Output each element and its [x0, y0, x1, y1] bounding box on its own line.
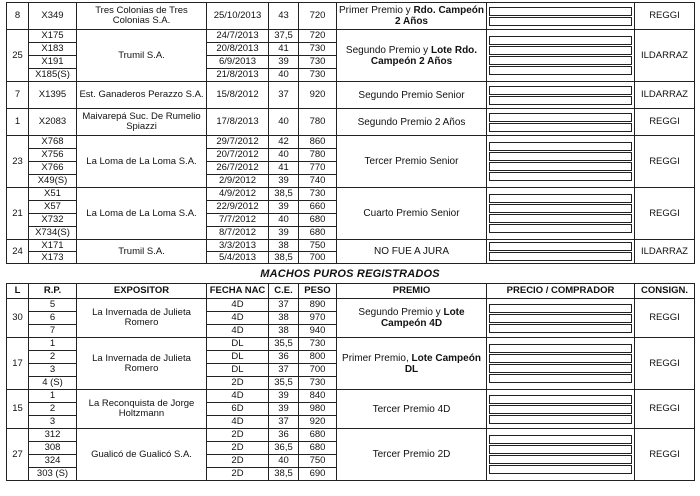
precio-input-box[interactable] [489, 224, 632, 233]
premio-text: NO FUE A JURA [373, 246, 449, 257]
expositor-cell: La Invernada de Julieta Romero [77, 338, 207, 390]
header-expositor: EXPOSITOR [77, 284, 207, 299]
peso-cell: 740 [299, 175, 337, 188]
premio-highlight: Lote Campeón 4D [380, 307, 465, 329]
rp-cell: 1 [29, 390, 77, 403]
precio-input-box[interactable] [489, 324, 632, 333]
fecha-cell: 7/7/2012 [207, 214, 269, 227]
header-l: L [7, 284, 29, 299]
precio-input-box[interactable] [489, 242, 632, 251]
fecha-cell: 4/9/2012 [207, 188, 269, 201]
peso-cell: 920 [299, 82, 337, 109]
ce-cell: 42 [269, 136, 299, 149]
peso-cell: 750 [299, 455, 337, 468]
ce-cell: 37 [269, 299, 299, 312]
fecha-cell: 5/4/2013 [207, 252, 269, 264]
ce-cell: 37 [269, 416, 299, 429]
fecha-cell: DL [207, 351, 269, 364]
precio-input-box[interactable] [489, 86, 632, 95]
rp-cell: X349 [29, 3, 77, 30]
precio-input-box[interactable] [489, 123, 632, 132]
peso-cell: 780 [299, 149, 337, 162]
premio-text: Tercer Premio 2D [372, 449, 451, 460]
ce-cell: 41 [269, 162, 299, 175]
fecha-cell: 2D [207, 442, 269, 455]
rp-cell: 6 [29, 312, 77, 325]
header-peso: PESO [299, 284, 337, 299]
fecha-cell: 25/10/2013 [207, 3, 269, 30]
ce-cell: 39 [269, 56, 299, 69]
premio-cell [337, 338, 487, 390]
peso-cell: 660 [299, 201, 337, 214]
ce-cell: 36 [269, 429, 299, 442]
premio-cell [337, 390, 487, 429]
fecha-cell: 2D [207, 468, 269, 481]
ce-cell: 37,5 [269, 30, 299, 43]
precio-input-box[interactable] [489, 445, 632, 454]
header-precio: PRECIO / COMPRADOR [487, 284, 635, 299]
rp-cell: 1 [29, 338, 77, 351]
rp-cell: X766 [29, 162, 77, 175]
rp-cell: X191 [29, 56, 77, 69]
rp-cell: 3 [29, 416, 77, 429]
ce-cell: 40 [269, 109, 299, 136]
precio-input-box[interactable] [489, 405, 632, 414]
header-row [7, 284, 695, 299]
lot-row [7, 188, 695, 201]
rp-cell: X57 [29, 201, 77, 214]
ce-cell: 35,5 [269, 338, 299, 351]
peso-cell: 720 [299, 30, 337, 43]
rp-cell: 2 [29, 351, 77, 364]
precio-comprador-cell [487, 109, 635, 136]
premio-text: Segundo Premio Senior [358, 89, 465, 101]
peso-cell: 730 [299, 56, 337, 69]
ce-cell: 38,5 [269, 252, 299, 264]
consign-cell: REGGI [635, 429, 695, 481]
lot-row [7, 30, 695, 43]
rp-cell: 4 (S) [29, 377, 77, 390]
ce-cell: 36,5 [269, 442, 299, 455]
precio-input-box[interactable] [489, 194, 632, 203]
ce-cell: 43 [269, 3, 299, 30]
consign-cell: ILDARRAZ [635, 240, 695, 264]
ce-cell: 38,5 [269, 468, 299, 481]
ce-cell: 37 [269, 364, 299, 377]
lot-number: 25 [7, 30, 29, 82]
expositor-cell: Trumil S.A. [77, 30, 207, 82]
rp-cell: X768 [29, 136, 77, 149]
rp-cell: X185(S) [29, 69, 77, 82]
rp-cell: X2083 [29, 109, 77, 136]
fecha-cell: 2/9/2012 [207, 175, 269, 188]
peso-cell: 840 [299, 390, 337, 403]
consign-cell: REGGI [635, 338, 695, 390]
lot-number: 8 [7, 3, 29, 30]
lot-row [7, 390, 695, 403]
precio-input-box[interactable] [489, 252, 632, 261]
ce-cell: 38 [269, 325, 299, 338]
rp-cell: 3 [29, 364, 77, 377]
ce-cell: 39 [269, 227, 299, 240]
precio-comprador-cell [487, 338, 635, 390]
expositor-cell: La Reconquista de Jorge Holtzmann [77, 390, 207, 429]
precio-comprador-cell [487, 299, 635, 338]
ce-cell: 40 [269, 214, 299, 227]
fecha-cell: 8/7/2012 [207, 227, 269, 240]
rp-cell: 308 [29, 442, 77, 455]
premio-highlight: Lote Rdo. Campeón 2 Años [370, 44, 478, 67]
premio-text: Segundo Premio 2 Años [357, 116, 466, 128]
premio-cell [337, 109, 487, 136]
rp-cell: X51 [29, 188, 77, 201]
fecha-cell: 4D [207, 416, 269, 429]
rp-cell: X175 [29, 30, 77, 43]
fecha-cell: 26/7/2012 [207, 162, 269, 175]
precio-comprador-cell [487, 3, 635, 30]
fecha-cell: 4D [207, 325, 269, 338]
precio-input-box[interactable] [489, 17, 632, 26]
consign-cell: REGGI [635, 188, 695, 240]
rp-cell: 2 [29, 403, 77, 416]
precio-input-box[interactable] [489, 374, 632, 383]
rp-cell: X173 [29, 252, 77, 264]
premio-text: Tercer Premio Senior [364, 156, 459, 167]
precio-input-box[interactable] [489, 66, 632, 75]
premio-cell [337, 82, 487, 109]
expositor-cell: La Invernada de Julieta Romero [77, 299, 207, 338]
premio-cell [337, 240, 487, 264]
ce-cell: 38,5 [269, 188, 299, 201]
peso-cell: 890 [299, 299, 337, 312]
peso-cell: 970 [299, 312, 337, 325]
premio-text: Segundo Premio y [345, 44, 431, 56]
premio-text: Tercer Premio 4D [372, 403, 451, 415]
consign-cell: REGGI [635, 3, 695, 30]
rp-cell: 303 (S) [29, 468, 77, 481]
peso-cell: 920 [299, 416, 337, 429]
rp-cell: 312 [29, 429, 77, 442]
peso-cell: 690 [299, 468, 337, 481]
rp-cell: X1395 [29, 82, 77, 109]
peso-cell: 680 [299, 214, 337, 227]
premio-cell [337, 188, 487, 240]
peso-cell: 730 [299, 188, 337, 201]
ce-cell: 39 [269, 390, 299, 403]
rp-cell: X732 [29, 214, 77, 227]
precio-comprador-cell [487, 240, 635, 264]
ce-cell: 40 [269, 149, 299, 162]
precio-input-box[interactable] [489, 435, 632, 444]
fecha-cell: 20/8/2013 [207, 43, 269, 56]
fecha-cell: 22/9/2012 [207, 201, 269, 214]
lot-number: 27 [7, 429, 29, 481]
premio-cell [337, 3, 487, 30]
rp-cell: 324 [29, 455, 77, 468]
ce-cell: 41 [269, 43, 299, 56]
ce-cell: 40 [269, 455, 299, 468]
precio-input-box[interactable] [489, 46, 632, 55]
fecha-cell: 6/9/2013 [207, 56, 269, 69]
fecha-cell: 2D [207, 377, 269, 390]
precio-input-box[interactable] [489, 56, 632, 65]
premio-cell [337, 136, 487, 188]
peso-cell: 680 [299, 442, 337, 455]
expositor-cell: La Loma de La Loma S.A. [77, 136, 207, 188]
precio-input-box[interactable] [489, 354, 632, 363]
premio-text: Cuarto Premio Senior [363, 208, 460, 219]
precio-input-box[interactable] [489, 465, 632, 474]
fecha-cell: 24/7/2013 [207, 30, 269, 43]
precio-input-box[interactable] [489, 113, 632, 122]
fecha-cell: 21/8/2013 [207, 69, 269, 82]
ce-cell: 36 [269, 351, 299, 364]
expositor-cell: Trumil S.A. [77, 240, 207, 264]
peso-cell: 730 [299, 377, 337, 390]
fecha-cell: 15/8/2012 [207, 82, 269, 109]
premio-cell [337, 299, 487, 338]
ce-cell: 38 [269, 240, 299, 252]
premio-cell [337, 30, 487, 82]
rp-cell: 7 [29, 325, 77, 338]
rp-cell: X183 [29, 43, 77, 56]
fecha-cell: 4D [207, 390, 269, 403]
peso-cell: 700 [299, 364, 337, 377]
precio-input-box[interactable] [489, 142, 632, 151]
lot-number: 1 [7, 109, 29, 136]
consign-cell: REGGI [635, 390, 695, 429]
peso-cell: 940 [299, 325, 337, 338]
header-ce: C.E. [269, 284, 299, 299]
expositor-cell: Tres Colonias de Tres Colonias S.A. [77, 3, 207, 30]
precio-comprador-cell [487, 429, 635, 481]
lot-number: 15 [7, 390, 29, 429]
premio-cell [337, 429, 487, 481]
lot-number: 30 [7, 299, 29, 338]
header-premio: PREMIO [337, 284, 487, 299]
fecha-cell: 4D [207, 299, 269, 312]
precio-input-box[interactable] [489, 96, 632, 105]
peso-cell: 860 [299, 136, 337, 149]
precio-input-box[interactable] [489, 415, 632, 424]
precio-input-box[interactable] [489, 314, 632, 323]
fecha-cell: 29/7/2012 [207, 136, 269, 149]
peso-cell: 730 [299, 43, 337, 56]
fecha-cell: 3/3/2013 [207, 240, 269, 252]
rp-cell: X49(S) [29, 175, 77, 188]
fecha-cell: 6D [207, 403, 269, 416]
precio-comprador-cell [487, 390, 635, 429]
peso-cell: 800 [299, 351, 337, 364]
premio-highlight: Lote Campeón DL [404, 352, 481, 375]
peso-cell: 730 [299, 338, 337, 351]
precio-input-box[interactable] [489, 455, 632, 464]
lot-row [7, 82, 695, 109]
lot-row [7, 136, 695, 149]
rp-cell: X171 [29, 240, 77, 252]
consign-cell: REGGI [635, 299, 695, 338]
fecha-cell: 2D [207, 429, 269, 442]
consign-cell: REGGI [635, 136, 695, 188]
consign-cell: ILDARRAZ [635, 30, 695, 82]
fecha-cell: 17/8/2013 [207, 109, 269, 136]
lot-number: 23 [7, 136, 29, 188]
expositor-cell: La Loma de La Loma S.A. [77, 188, 207, 240]
rp-cell: X734(S) [29, 227, 77, 240]
expositor-cell: Est. Ganaderos Perazzo S.A. [77, 82, 207, 109]
precio-input-box[interactable] [489, 7, 632, 16]
lot-row [7, 3, 695, 30]
expositor-cell: Maivarepá Suc. De Rumelio Spiazzi [77, 109, 207, 136]
ce-cell: 37 [269, 82, 299, 109]
consign-cell: REGGI [635, 109, 695, 136]
lot-row [7, 338, 695, 351]
peso-cell: 780 [299, 109, 337, 136]
lot-number: 24 [7, 240, 29, 264]
precio-comprador-cell [487, 82, 635, 109]
peso-cell: 770 [299, 162, 337, 175]
ce-cell: 39 [269, 201, 299, 214]
peso-cell: 980 [299, 403, 337, 416]
premio-text: Primer Premio, [342, 352, 412, 364]
ce-cell: 39 [269, 175, 299, 188]
fecha-cell: 20/7/2012 [207, 149, 269, 162]
peso-cell: 680 [299, 227, 337, 240]
lot-row [7, 109, 695, 136]
bottom-lots-table [6, 283, 695, 481]
consign-cell: ILDARRAZ [635, 82, 695, 109]
precio-input-box[interactable] [489, 395, 632, 404]
precio-input-box[interactable] [489, 172, 632, 181]
header-consign: CONSIGN. [635, 284, 695, 299]
peso-cell: 720 [299, 3, 337, 30]
precio-input-box[interactable] [489, 344, 632, 353]
lot-number: 7 [7, 82, 29, 109]
precio-input-box[interactable] [489, 152, 632, 161]
lot-number: 17 [7, 338, 29, 390]
peso-cell: 730 [299, 69, 337, 82]
precio-input-box[interactable] [489, 364, 632, 373]
precio-input-box[interactable] [489, 304, 632, 313]
top-lots-table [6, 2, 695, 264]
precio-input-box[interactable] [489, 36, 632, 45]
ce-cell: 35,5 [269, 377, 299, 390]
precio-input-box[interactable] [489, 214, 632, 223]
ce-cell: 40 [269, 69, 299, 82]
premio-text: Segundo Premio y [358, 307, 444, 318]
peso-cell: 750 [299, 240, 337, 252]
expositor-cell: Gualicó de Gualicó S.A. [77, 429, 207, 481]
precio-comprador-cell [487, 188, 635, 240]
lot-row [7, 299, 695, 312]
precio-comprador-cell [487, 30, 635, 82]
lot-row [7, 240, 695, 252]
lot-row [7, 429, 695, 442]
section-title: MACHOS PUROS REGISTRADOS [260, 268, 440, 280]
header-fecha: FECHA NAC [207, 284, 269, 299]
precio-input-box[interactable] [489, 204, 632, 213]
lot-number: 21 [7, 188, 29, 240]
precio-input-box[interactable] [489, 162, 632, 171]
peso-cell: 680 [299, 429, 337, 442]
fecha-cell: 2D [207, 455, 269, 468]
ce-cell: 38 [269, 312, 299, 325]
fecha-cell: DL [207, 338, 269, 351]
peso-cell: 700 [299, 252, 337, 264]
header-rp: R.P. [29, 284, 77, 299]
rp-cell: 5 [29, 299, 77, 312]
precio-comprador-cell [487, 136, 635, 188]
ce-cell: 39 [269, 403, 299, 416]
premio-highlight: Rdo. Campeón 2 Años [395, 5, 485, 27]
rp-cell: X756 [29, 149, 77, 162]
fecha-cell: 4D [207, 312, 269, 325]
premio-text: Primer Premio y [339, 5, 414, 16]
fecha-cell: DL [207, 364, 269, 377]
